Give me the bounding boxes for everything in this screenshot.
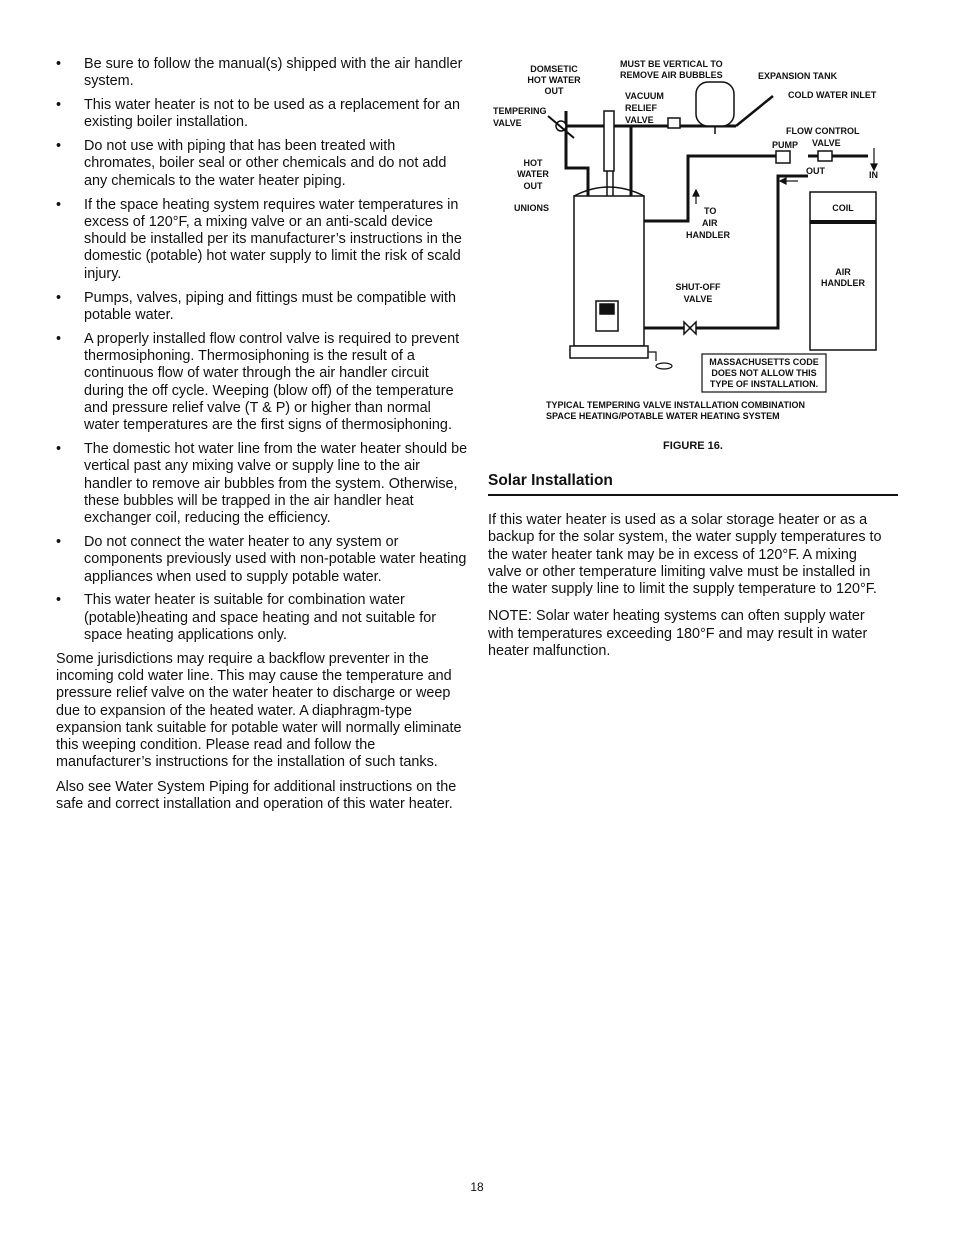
label-mass-code: TYPE OF INSTALLATION. <box>709 379 819 389</box>
label-to-air-handler: TO <box>704 206 717 216</box>
label-tempering-valve: VALVE <box>493 118 522 128</box>
label-coil: COIL <box>832 203 854 213</box>
label-cold-water-inlet: COLD WATER INLET <box>788 90 877 100</box>
label-to-air-handler: HANDLER <box>686 230 730 240</box>
label-domestic-hot-water-out: DOMSETIC <box>530 64 578 74</box>
label-hot-water-out: WATER <box>517 169 549 179</box>
list-item: • Pumps, valves, piping and fittings must be compatible with potable water. <box>56 290 468 325</box>
label-domestic-hot-water-out: HOT WATER <box>527 75 581 85</box>
label-shutoff-valve: SHUT-OFF <box>675 282 721 292</box>
solar-text <box>488 512 888 667</box>
paragraph-see-also: Also see Water System Piping for additional instructions on the safe and correct installation and operation of this water heater. <box>56 778 457 813</box>
label-typical-installation: TYPICAL TEMPERING VALVE INSTALLATION COMBINATION <box>546 400 805 410</box>
label-hot-water-out: OUT <box>523 181 543 191</box>
list-item: • The domestic hot water line from the water heater should be vertical past any mixing valve or supply line to the air handler to remove air bubbles from the system. Otherwise, these bubbles will be trapped in the air handler heat exchanger coil, reducing the efficiency. <box>56 441 468 527</box>
label-domestic-hot-water-out: OUT <box>544 86 564 96</box>
left-column <box>56 56 468 820</box>
label-flow-control-valve: FLOW CONTROL <box>786 126 860 136</box>
label-hot-water-out: HOT <box>523 158 543 168</box>
paragraph-solar-note: NOTE: Solar water heating systems can often supply water with temperatures exceeding 180°F and may result in water heater malfunction. <box>488 608 868 660</box>
piping-diagram <box>488 56 898 436</box>
label-shutoff-valve: VALVE <box>683 294 713 304</box>
label-typical-installation: SPACE HEATING/POTABLE WATER HEATING SYSTEM <box>546 411 780 421</box>
pump-icon <box>776 151 790 163</box>
list-item: • This water heater is not to be used as a replacement for an existing boiler installation. <box>56 97 468 132</box>
label-flow-control-valve: VALVE <box>812 138 841 148</box>
label-air-handler: AIR <box>835 267 851 277</box>
shutoff-valve-icon <box>684 322 696 334</box>
label-unions: UNIONS <box>514 203 550 213</box>
list-item: • A properly installed flow control valve is required to prevent thermosiphoning. Thermosiphoning is the result of a continuous flow of water through the air handler circuit during the off cycle. Weeping (blow off) of the temperature and pressure relief valve (T & P) or higher than normal water temperatures are the first signs of thermosiphoning. <box>56 331 468 435</box>
list-item: • Be sure to follow the manual(s) shipped with the air handler system. <box>56 56 468 91</box>
flue-pipe <box>604 111 614 171</box>
paragraph-backflow: Some jurisdictions may require a backflow preventer in the incoming cold water line. This may cause the temperature and pressure relief valve on the water heater to discharge or weep due to expansion of the heated water. A diaphragm-type expansion tank suitable for potable water will normally eliminate this weeping condition. Please read and follow the manufacturer’s instructions for the installation of such tanks. <box>56 650 462 771</box>
list-item: • Do not use with piping that has been treated with chromates, boiler seal or other chemicals and do not add any chemicals to the water heater piping. <box>56 138 468 190</box>
label-mass-code: MASSACHUSETTS CODE <box>709 357 819 367</box>
label-vacuum-relief-valve: VALVE <box>625 115 654 125</box>
label-out: OUT <box>806 166 825 176</box>
label-must-be-vertical: REMOVE AIR BUBBLES <box>620 70 723 80</box>
label-to-air-handler: AIR <box>702 218 718 228</box>
list-item: • This water heater is suitable for combination water (potable)heating and space heating and not suitable for space heating applications only. <box>56 592 468 644</box>
label-air-handler: HANDLER <box>821 278 865 288</box>
flow-control-valve-icon <box>818 151 832 161</box>
paragraph-solar: If this water heater is used as a solar storage heater or as a backup for the solar system, the water supply temperatures to the water heater tank may be in excess of 120°F. A mixing valve or other temperature limiting valve must be installed in the water supply line to limit the supply temperature to 120°F. <box>488 512 882 598</box>
cold-water-inlet <box>736 96 773 126</box>
page-number: 18 <box>470 1180 484 1194</box>
vacuum-relief-valve-icon <box>668 118 680 128</box>
section-heading-solar: Solar Installation <box>488 472 898 496</box>
right-column <box>488 56 898 660</box>
label-in: IN <box>869 170 878 180</box>
bullet-list <box>56 56 468 644</box>
drain-icon <box>648 352 672 369</box>
list-item: • Do not connect the water heater to any system or components previously used with non-potable water heating appliances when used to supply potable water. <box>56 534 468 586</box>
label-expansion-tank: EXPANSION TANK <box>758 71 838 81</box>
label-vacuum-relief-valve: VACUUM <box>625 91 664 101</box>
label-must-be-vertical: MUST BE VERTICAL TO <box>620 59 723 69</box>
label-mass-code: DOES NOT ALLOW THIS <box>711 368 817 378</box>
figure-caption: FIGURE 16. <box>663 440 723 452</box>
water-heater-tank <box>570 166 648 358</box>
label-pump: PUMP <box>772 140 799 150</box>
label-tempering-valve: TEMPERING <box>493 106 547 116</box>
figure-16 <box>488 56 898 456</box>
label-vacuum-relief-valve: RELIEF <box>625 103 658 113</box>
list-item: • If the space heating system requires water temperatures in excess of 120°F, a mixing valve or an anti-scald device should be installed per its manufacturer’s instructions in the domestic (potable) hot water supply to limit the risk of scald injury. <box>56 197 468 283</box>
